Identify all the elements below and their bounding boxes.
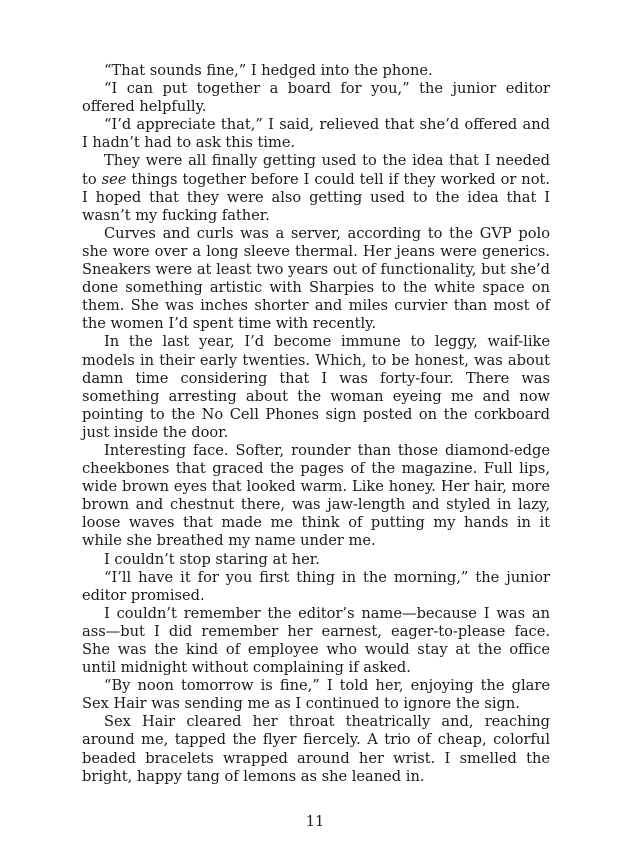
- paragraph: [82, 225, 550, 334]
- emphasized-word: see: [101, 170, 127, 188]
- paragraph: [82, 713, 550, 785]
- paragraph-text: “By noon tomorrow is fine,” I told her, enjoying the glare Sex Hair was sending me as I continued to ignore the sign.: [82, 677, 550, 713]
- paragraph-text: In the last year, I’d become immune to leggy, waif-like models in their early twenties. Which, to be honest, was about damn time considering that I was forty-four. There was something arresting about the woman eyeing me and now pointing to the No Cell Phones sign posted on the corkboard just inside the door.: [82, 333, 550, 441]
- paragraph: [82, 442, 550, 551]
- paragraph-text: I couldn’t remember the editor’s name—because I was an ass—but I did remember her earnest, eager-to-please face. She was the kind of employee who would stay at the office until midnight without complaining if asked.: [82, 604, 550, 677]
- paragraph-text: “I’ll have it for you first thing in the morning,” the junior editor promised.: [82, 568, 550, 604]
- page-body: [82, 62, 550, 786]
- paragraph: [82, 62, 550, 80]
- paragraph-text: “I can put together a board for you,” the junior editor offered helpfully.: [82, 80, 550, 116]
- paragraph-text: Sex Hair cleared her throat theatrically and, reaching around me, tapped the flyer fiercely. A trio of cheap, colorful beaded bracelets wrapped around her wrist. I smelled the bright, happy tang of lemons as she leaned in.: [82, 713, 550, 785]
- paragraph-text: I couldn’t stop staring at her.: [104, 550, 320, 568]
- paragraph-text: things together before I could tell if they worked or not. I hoped that they were also getting used to the idea that I wasn’t my fucking father.: [82, 170, 550, 224]
- paragraph-text: “That sounds fine,” I hedged into the phone.: [104, 62, 433, 79]
- paragraph: [82, 605, 550, 677]
- page-number: 11: [305, 813, 325, 830]
- paragraph-text: Curves and curls was a server, according to the GVP polo she wore over a long sleeve thermal. Her jeans were generics. Sneakers were at least two years out of functionality, but she’d done something artistic with Sharpies to the white space on them. She was inches shorter and miles curvier than most of the women I’d spent time with recently.: [82, 224, 550, 333]
- paragraph: [82, 116, 550, 152]
- paragraph-text: Interesting face. Softer, rounder than those diamond-edge cheekbones that graced the pages of the magazine. Full lips, wide brown eyes that looked warm. Like honey. Her hair, more brown and chestnut there, was jaw-length and styled in lazy, loose waves that made me think of putting my hands in it while she breathed my name under me.: [82, 441, 550, 550]
- paragraph: [82, 551, 550, 569]
- paragraph-text: They were all finally getting used to the idea that I needed to: [82, 152, 550, 188]
- paragraph: [82, 677, 550, 713]
- paragraph-text: “I’d appreciate that,” I said, relieved that she’d offered and I hadn’t had to ask this time.: [82, 116, 550, 152]
- paragraph: [82, 152, 550, 224]
- paragraph: [82, 569, 550, 605]
- paragraph: [82, 333, 550, 442]
- paragraph: [82, 80, 550, 116]
